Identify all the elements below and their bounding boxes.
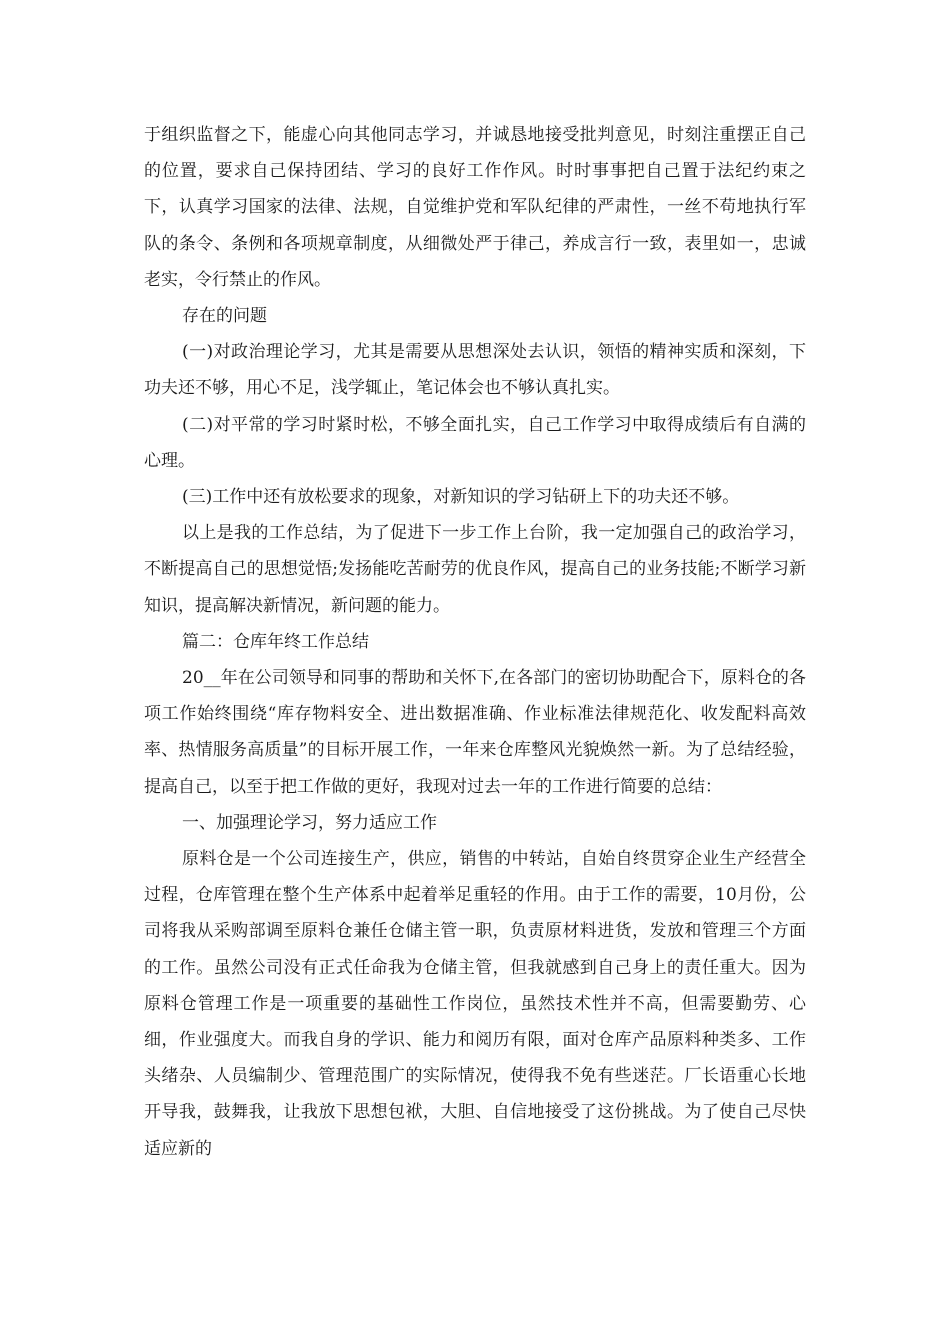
heading-part-two: 篇二：仓库年终工作总结 [182, 631, 369, 652]
paragraph-problem-1: (一)对政治理论学习，尤其是需要从思想深处去认识，领悟的精神实质和深刻，下功夫还不够，用心不足，浅学辄止，笔记体会也不够认真扎实。 [144, 342, 806, 399]
paragraph-discipline: 于组织监督之下，能虚心向其他同志学习，并诚恳地接受批判意见，时刻注重摆正自己的位置，要求自己保持团结、学习的良好工作作风。时时事事把自己置于法纪约束之下，认真学习国家的法律、法规，自觉维护党和军队纪律的严肃性，一丝不苟地执行军队的条令、条例和各项规章制度，从细微处严于律己，养成言行一致，表里如一，忠诚老实，令行禁止的作风。 [144, 125, 806, 290]
document-page [144, 117, 806, 1167]
heading-section-one: 一、加强理论学习，努力适应工作 [182, 812, 437, 833]
paragraph-part-two-intro: 20__年在公司领导和同事的帮助和关怀下,在各部门的密切协助配合下，原料仓的各项工作始终围绕“库存物料安全、进出数据准确、作业标准法律规范化、收发配料高效率、热情服务高质量”的目标开展工作，一年来仓库整风光貌焕然一新。为了总结经验，提高自己，以至于把工作做的更好，我现对过去一年的工作进行简要的总结： [144, 668, 806, 797]
paragraph-conclusion: 以上是我的工作总结，为了促进下一步工作上台阶，我一定加强自己的政治学习，不断提高自己的思想觉悟;发扬能吃苦耐劳的优良作风，提高自己的业务技能;不断学习新知识，提高解决新情况，新问题的能力。 [144, 523, 806, 616]
heading-existing-problems: 存在的问题 [182, 306, 267, 327]
paragraph-problem-3: (三)工作中还有放松要求的现象，对新知识的学习钻研上下的功夫还不够。 [182, 487, 740, 508]
paragraph-section-one-body: 原料仓是一个公司连接生产，供应，销售的中转站，自始自终贯穿企业生产经营全过程，仓库管理在整个生产体系中起着举足重轻的作用。由于工作的需要，10月份，公司将我从采购部调至原料仓兼任仓储主管一职，负责原材料进货，发放和管理三个方面的工作。虽然公司没有正式任命我为仓储主管，但我就感到自己身上的责任重大。因为原料仓管理工作是一项重要的基础性工作岗位，虽然技术性并不高，但需要勤劳、心细，作业强度大。而我自身的学识、能力和阅历有限，面对仓库产品原料种类多、工作头绪杂、人员编制少、管理范围广的实际情况，使得我不免有些迷茫。厂长语重心长地开导我，鼓舞我，让我放下思想包袱，大胆、自信地接受了这份挑战。为了使自己尽快适应新的 [144, 849, 806, 1159]
paragraph-problem-2: (二)对平常的学习时紧时松，不够全面扎实，自己工作学习中取得成绩后有自满的心理。 [144, 414, 806, 471]
